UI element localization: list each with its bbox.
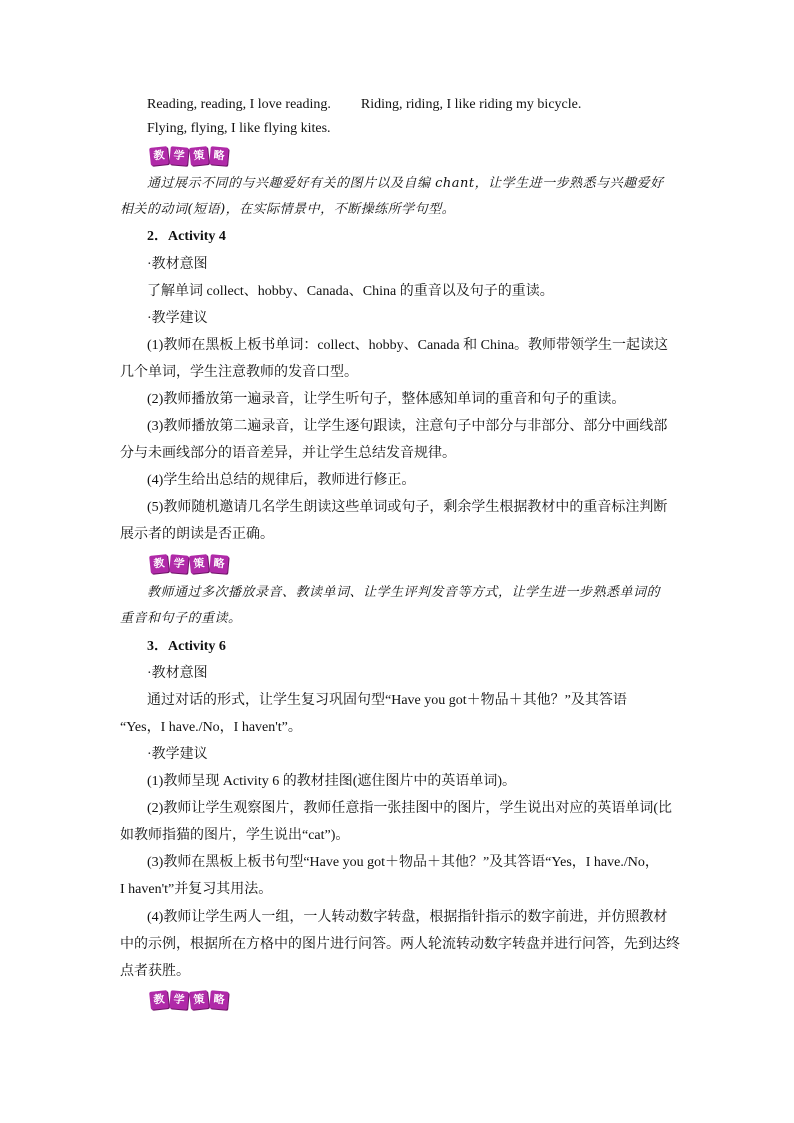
badge-char: 教: [149, 146, 169, 166]
strategy-2-line-1: 教师通过多次播放录音、教读单词、让学生评判发音等方式，让学生进一步熟悉单词的: [147, 585, 661, 600]
badge-char: 策: [189, 146, 209, 166]
section-2-intent-label: ·教材意图: [147, 257, 208, 272]
section-3-intent-line-2: “Yes，I have./No，I haven't”。: [120, 720, 302, 735]
chant-riding: Riding, riding, I like riding my bicycle.: [360, 97, 582, 112]
section-3-p4-line-3: 点者获胜。: [120, 964, 190, 979]
chant-line-1: [147, 96, 677, 114]
strategy-2-line-2: 重音和句子的重读。: [120, 611, 242, 626]
section-2-p5-line-2: 展示者的朗读是否正确。: [120, 527, 274, 542]
section-2-p2: (2)教师播放第一遍录音，让学生听句子，整体感知单词的重音和句子的重读。: [147, 392, 626, 407]
section-3-p1: (1)教师呈现 Activity 6 的教材挂图(遮住图片中的英语单词)。: [147, 774, 517, 789]
section-3-intent-line-1: 通过对话的形式，让学生复习巩固句型“Have you got＋物品＋其他？”及其答语: [147, 693, 627, 708]
section-3-intent-label: ·教材意图: [147, 666, 208, 681]
section-3-p4-line-1: (4)教师让学生两人一组，一人转动数字转盘，根据指针指示的数字前进，并仿照教材: [147, 910, 668, 925]
section-2-p3-line-2: 分与未画线部分的语音差异，并让学生总结发音规律。: [120, 446, 456, 461]
section-3-p4-line-2: 中的示例，根据所在方格中的图片进行问答。两人轮流转动数字转盘并进行问答，先到达终: [120, 937, 680, 952]
badge-char: 教: [149, 554, 169, 574]
teaching-strategy-badge: [150, 991, 228, 1011]
badge-char: 学: [169, 990, 189, 1010]
section-2-p5-line-1: (5)教师随机邀请几名学生朗读这些单词或句子，剩余学生根据教材中的重音标注判断: [147, 500, 668, 515]
section-3-p2-line-1: (2)教师让学生观察图片，教师任意指一张挂图中的图片，学生说出对应的英语单词(比: [147, 801, 672, 816]
section-3-p3-line-2: I haven't”并复习其用法。: [120, 882, 273, 897]
badge-char: 策: [189, 554, 209, 574]
section-2-p1-line-2: 几个单词，学生注意教师的发音口型。: [120, 365, 358, 380]
section-2-heading: 2．Activity 4: [147, 229, 226, 244]
badge-char: 学: [169, 146, 189, 166]
section-2-p3-line-1: (3)教师播放第二遍录音，让学生逐句跟读，注意句子中部分与非部分、部分中画线部: [147, 419, 668, 434]
section-2-p4: (4)学生给出总结的规律后，教师进行修正。: [147, 473, 416, 488]
teaching-strategy-badge: [150, 555, 228, 575]
section-3-advice-label: ·教学建议: [147, 747, 208, 762]
chant-line-2: Flying, flying, I like flying kites.: [147, 121, 331, 136]
section-2-p1-line-1: (1)教师在黑板上板书单词：collect、hobby、Canada 和 China。教师带领学生一起读这: [147, 338, 669, 353]
badge-char: 略: [209, 146, 229, 166]
section-2-intent-text: 了解单词 collect、hobby、Canada、China 的重音以及句子的重读。: [147, 284, 554, 299]
badge-char: 教: [149, 990, 169, 1010]
chant-reading: Reading, reading, I love reading.: [147, 97, 331, 112]
badge-char: 略: [209, 554, 229, 574]
teaching-strategy-badge: [150, 147, 228, 167]
section-3-p2-line-2: 如教师指猫的图片，学生说出“cat”)。: [120, 828, 350, 843]
badge-char: 略: [209, 990, 229, 1010]
section-3-p3-line-1: (3)教师在黑板上板书句型“Have you got＋物品＋其他？”及其答语“Yes，I have./No，: [147, 855, 659, 870]
section-2-advice-label: ·教学建议: [147, 311, 208, 326]
strategy-1-line-1: 通过展示不同的与兴趣爱好有关的图片以及自编 chant，让学生进一步熟悉与兴趣爱好: [147, 176, 664, 191]
section-3-heading: 3．Activity 6: [147, 639, 226, 654]
badge-char: 学: [169, 554, 189, 574]
badge-char: 策: [189, 990, 209, 1010]
strategy-1-line-2: 相关的动词(短语)，在实际情景中，不断操练所学句型。: [120, 202, 456, 217]
